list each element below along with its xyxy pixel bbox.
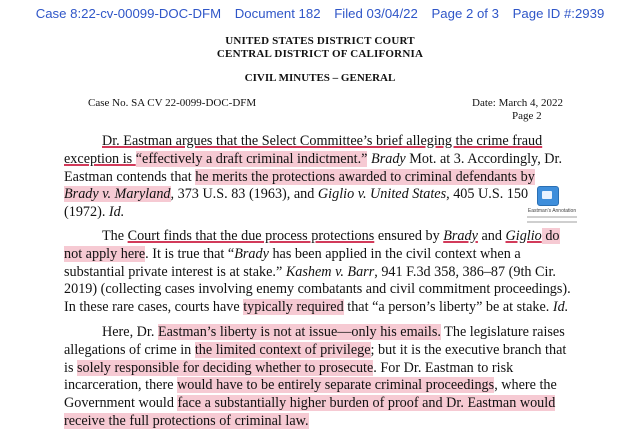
case-number: Case No. SA CV 22-0099-DOC-DFM: [88, 97, 257, 109]
body-text: has been applied in the civil context when a: [268, 245, 521, 262]
highlighted-case-citation: Brady v. Maryland: [64, 186, 171, 203]
highlighted-text: face a substantially higher burden of proof and Dr. Eastman would: [177, 395, 556, 412]
underlined-text: Court finds that the due process protections: [127, 228, 375, 244]
body-text: , 373 U.S. 83 (1963), and: [170, 186, 318, 203]
header-filed: Filed 03/04/22: [334, 6, 418, 21]
paragraph-3: [64, 324, 574, 431]
ecf-header: [0, 6, 640, 21]
text-line: [64, 228, 574, 246]
underlined-text: Dr. Eastman argues that the Select Committee’s brief alleging the crime fraud: [102, 133, 543, 149]
court-district: CENTRAL DISTRICT OF CALIFORNIA: [216, 48, 424, 60]
underlined-text: exception is: [64, 150, 136, 167]
body-text: allegations of crime in: [64, 341, 195, 358]
body-text: incarceration, there: [64, 377, 178, 394]
body-text: Here, Dr.: [102, 324, 158, 340]
body-text: (1972).: [64, 204, 109, 221]
body-text: Government would: [64, 395, 178, 412]
text-line: [64, 299, 574, 317]
highlighted-text: not apply here: [64, 245, 146, 262]
text-line: [64, 186, 574, 204]
text-line: [64, 281, 574, 299]
body-text: . It is true that “: [145, 245, 235, 262]
body-text: , 941 F.3d 358, 386–87 (9th Cir.: [374, 263, 556, 280]
document-title: CIVIL MINUTES – GENERAL: [244, 72, 396, 84]
text-line: [64, 169, 574, 187]
header-page: Page 2 of 3: [431, 6, 499, 21]
highlighted-text: typically required: [243, 299, 344, 316]
case-citation: Id.: [108, 204, 125, 221]
highlighted-text: “effectively a draft criminal indictment.”: [135, 150, 368, 167]
text-line: [64, 360, 574, 378]
body-text: 2019) (collecting cases involving enemy combatants and civil commitment proceedings).: [64, 281, 571, 298]
body-text: ; but it is the executive branch that: [370, 341, 567, 358]
case-citation: Id.: [552, 299, 569, 316]
text-line: [64, 342, 574, 360]
body-text: The legislature raises: [440, 324, 565, 340]
text-line: [64, 324, 574, 342]
text-line: [64, 395, 574, 413]
case-citation: Giglio v. United States: [317, 186, 447, 203]
body-text: , 405 U.S. 150: [446, 186, 529, 203]
highlighted-text: would have to be entirely separate criminal proceedings: [177, 377, 495, 394]
body-text: . For Dr. Eastman to risk: [373, 359, 514, 376]
page-number: Page 2: [512, 110, 542, 122]
paragraph-1: [64, 133, 574, 222]
body-text: ensured by: [374, 228, 444, 244]
highlighted-text: Eastman’s liberty is not at issue—only his emails.: [157, 324, 441, 340]
text-line: [64, 377, 574, 395]
text-line: [64, 133, 574, 151]
text-line: [64, 413, 574, 431]
body-text: Mot. at 3. Accordingly, Dr.: [405, 150, 563, 167]
highlighted-text: the limited context of privilege: [194, 341, 371, 358]
highlighted-text: do: [541, 228, 560, 244]
highlighted-text: he merits the protections awarded to criminal defendants by: [195, 168, 535, 185]
body-text: is: [64, 359, 78, 376]
body-text: Eastman contends that: [64, 168, 196, 185]
case-citation: Brady: [234, 245, 269, 262]
text-line: [64, 246, 574, 264]
case-citation: Brady: [443, 228, 478, 244]
body-text: and: [477, 228, 506, 244]
body-text: In these rare cases, courts have: [64, 299, 244, 316]
highlighted-text: solely responsible for deciding whether to prosecute: [77, 359, 374, 376]
body-text: substantial private interest is at stake.”: [64, 263, 286, 280]
highlighted-text: receive the full protections of criminal law.: [64, 412, 309, 429]
body-text: The: [102, 228, 128, 244]
body-text: , where the: [494, 377, 557, 394]
header-document: Document 182: [234, 6, 321, 21]
header-page-id: Page ID #:2939: [512, 6, 605, 21]
case-citation: Giglio: [505, 228, 542, 244]
text-line: [64, 151, 574, 169]
document-date: Date: March 4, 2022: [472, 97, 564, 109]
paragraph-2: [64, 228, 574, 317]
text-line: [64, 264, 574, 282]
case-citation: Kashem v. Barr: [285, 263, 375, 280]
case-citation: Brady: [367, 150, 406, 167]
header-case-number: Case 8:22-cv-00099-DOC-DFM: [35, 6, 222, 21]
body-text: that “a person’s liberty” be at stake.: [343, 299, 553, 316]
text-line: [64, 204, 574, 222]
annotation-title: Eastman's Annotation: [527, 208, 577, 214]
court-name: UNITED STATES DISTRICT COURT: [225, 35, 415, 47]
